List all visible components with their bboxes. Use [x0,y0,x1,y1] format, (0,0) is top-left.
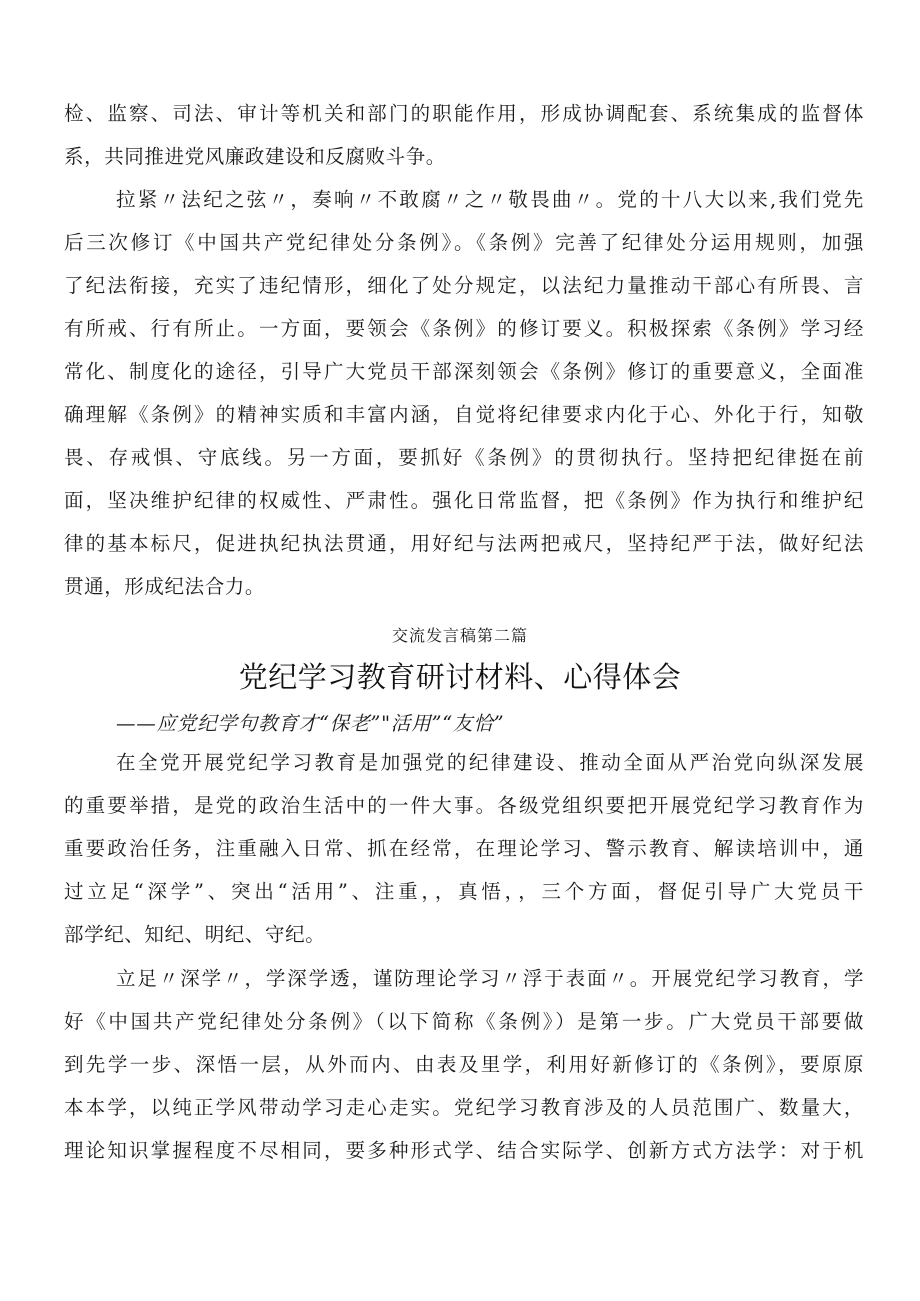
paragraph-line: 了纪法衔接，充实了违纪情形，细化了处分规定，以法纪力量推动干部心有所畏、言 [64,274,864,297]
paragraph-line: 重要政治任务，注重融入日常、抓在经常，在理论学习、警示教育、解读培训中，通 [64,837,864,860]
paragraph-line: 本本学，以纯正学风带动学习走心走实。党纪学习教育涉及的人员范围广、数量大， [64,1096,864,1119]
paragraph-line: 面，坚决维护纪律的权威性、严肃性。强化日常监督，把《条例》作为执行和维护纪 [64,489,864,512]
paragraph-line: 立足〃深学〃，学深学透，谨防理论学习〃浮于表面〃。开展党纪学习教育，学 [116,967,864,990]
paragraph-line: 常化、制度化的途径，引导广大党员干部深刻领会《条例》修订的重要意义，全面准 [64,360,864,383]
paragraph-line: 在全党开展党纪学习教育是加强党的纪律建设、推动全面从严治党向纵深发展 [116,751,864,774]
page-title: 党纪学习教育研讨材料、心得体会 [238,660,682,694]
paragraph-line: 到先学一步、深悟一层，从外而内、由表及里学，利用好新修订的《条例》，要原原 [64,1053,864,1076]
page-subtitle: ——应党纪学句教育才“保老”"活用”“友恰” [116,712,505,735]
paragraph-line: 确理解《条例》的精神实质和丰富内涵，自觉将纪律要求内化于心、外化于行，知敬 [64,403,864,426]
paragraph-line: 贯通，形成纪法合力。 [64,575,266,598]
paragraph-line: 拉紧〃法纪之弦〃，奏响〃不敢腐〃之〃敬畏曲〃。党的十八大以来,我们党先 [116,188,864,211]
paragraph-line: 系，共同推进党风廉政建设和反腐败斗争。 [64,145,446,168]
paragraph-line: 的重要举措，是党的政治生活中的一件大事。各级党组织要把开展党纪学习教育作为 [64,794,864,817]
paragraph-line: 过立足“深学”、突出“活用”、注重，，真悟，，三个方面，督促引导广大党员干 [64,880,864,903]
paragraph-line: 检、监察、司法、审计等机关和部门的职能作用，形成协调配套、系统集成的监督体 [64,102,864,125]
paragraph-line: 理论知识掌握程度不尽相同，要多种形式学、结合实际学、创新方式方法学：对于机 [64,1139,864,1162]
section-label: 交流发言稿第二篇 [391,626,528,645]
paragraph-line: 畏、存戒惧、守底线。另一方面，要抓好《条例》的贯彻执行。坚持把纪律挺在前 [64,446,864,469]
paragraph-line: 后三次修订《中国共产党纪律处分条例》。《条例》完善了纪律处分运用规则，加强 [64,231,864,254]
paragraph-line: 有所戒、行有所止。一方面，要领会《条例》的修订要义。积极探索《条例》学习经 [64,317,864,340]
paragraph-line: 部学纪、知纪、明纪、守纪。 [64,923,326,946]
paragraph-line: 律的基本标尺，促进执纪执法贯通，用好纪与法两把戒尺，坚持纪严于法，做好纪法 [64,532,864,555]
paragraph-line: 好《中国共产党纪律处分条例》（以下简称《条例》）是第一步。广大党员干部要做 [64,1010,864,1033]
